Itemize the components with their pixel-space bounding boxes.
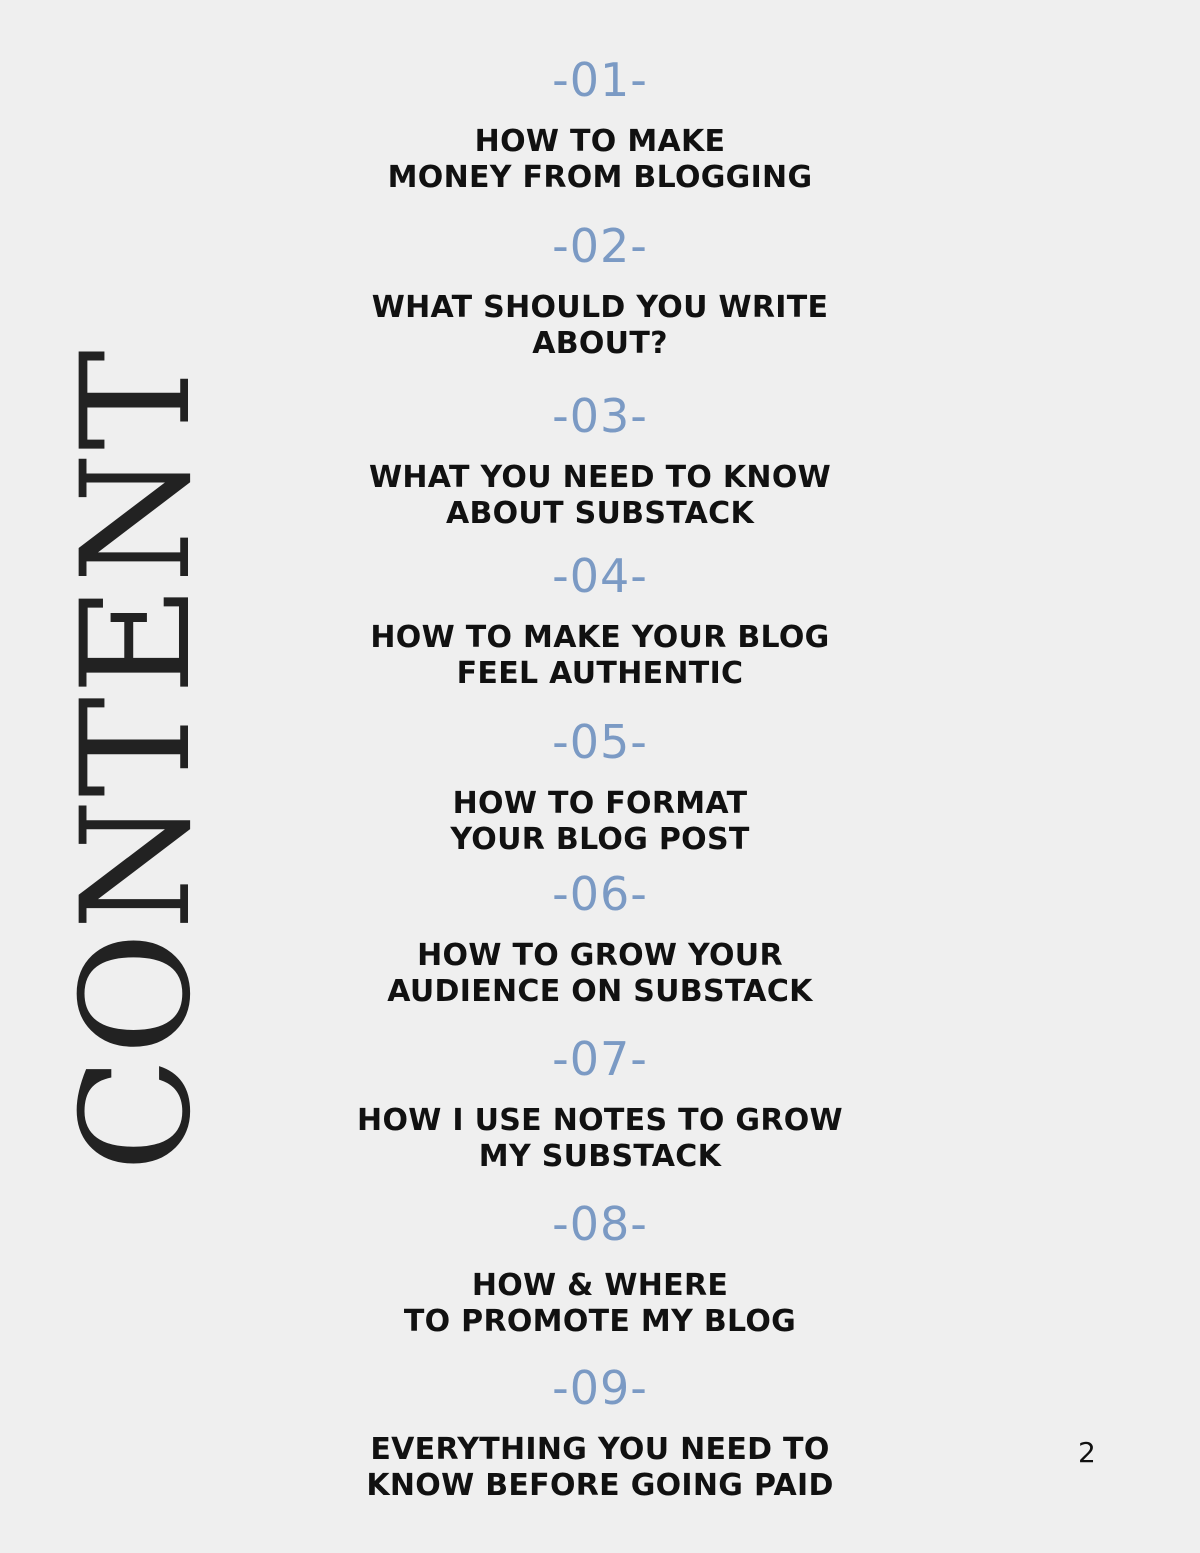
- toc-item-09[interactable]: [340, 1362, 860, 1504]
- toc-number: -09-: [552, 1361, 648, 1415]
- toc-number: -03-: [552, 389, 648, 443]
- toc-number: -05-: [552, 715, 648, 769]
- toc-heading: HOW TO MAKE MONEY FROM BLOGGING: [387, 124, 813, 195]
- toc-heading: HOW I USE NOTES TO GROW MY SUBSTACK: [357, 1103, 843, 1174]
- toc-item-03[interactable]: [340, 390, 860, 532]
- page-side-title: CONTENT: [50, 348, 224, 1172]
- toc-number: -04-: [552, 549, 648, 603]
- toc-number: -02-: [552, 219, 648, 273]
- toc-number: -07-: [552, 1032, 648, 1086]
- toc-number: -01-: [552, 53, 648, 107]
- toc-item-08[interactable]: [340, 1198, 860, 1340]
- toc-heading: HOW TO FORMAT YOUR BLOG POST: [450, 786, 750, 857]
- toc-item-01[interactable]: [340, 54, 860, 196]
- toc-item-07[interactable]: [340, 1033, 860, 1175]
- toc-heading: EVERYTHING YOU NEED TO KNOW BEFORE GOING PAID: [366, 1432, 834, 1503]
- toc-heading: WHAT SHOULD YOU WRITE ABOUT?: [371, 290, 829, 361]
- toc-heading: HOW & WHERE TO PROMOTE MY BLOG: [403, 1268, 797, 1339]
- toc-heading: HOW TO MAKE YOUR BLOG FEEL AUTHENTIC: [370, 620, 830, 691]
- toc-number: -08-: [552, 1197, 648, 1251]
- toc-number: -06-: [552, 867, 648, 921]
- toc-item-04[interactable]: [340, 550, 860, 692]
- page-number: 2: [1078, 1436, 1096, 1469]
- toc-item-02[interactable]: [340, 220, 860, 362]
- toc-heading: HOW TO GROW YOUR AUDIENCE ON SUBSTACK: [387, 938, 813, 1009]
- toc-heading: WHAT YOU NEED TO KNOW ABOUT SUBSTACK: [368, 460, 832, 531]
- toc-item-05[interactable]: [340, 716, 860, 858]
- toc-item-06[interactable]: [340, 868, 860, 1010]
